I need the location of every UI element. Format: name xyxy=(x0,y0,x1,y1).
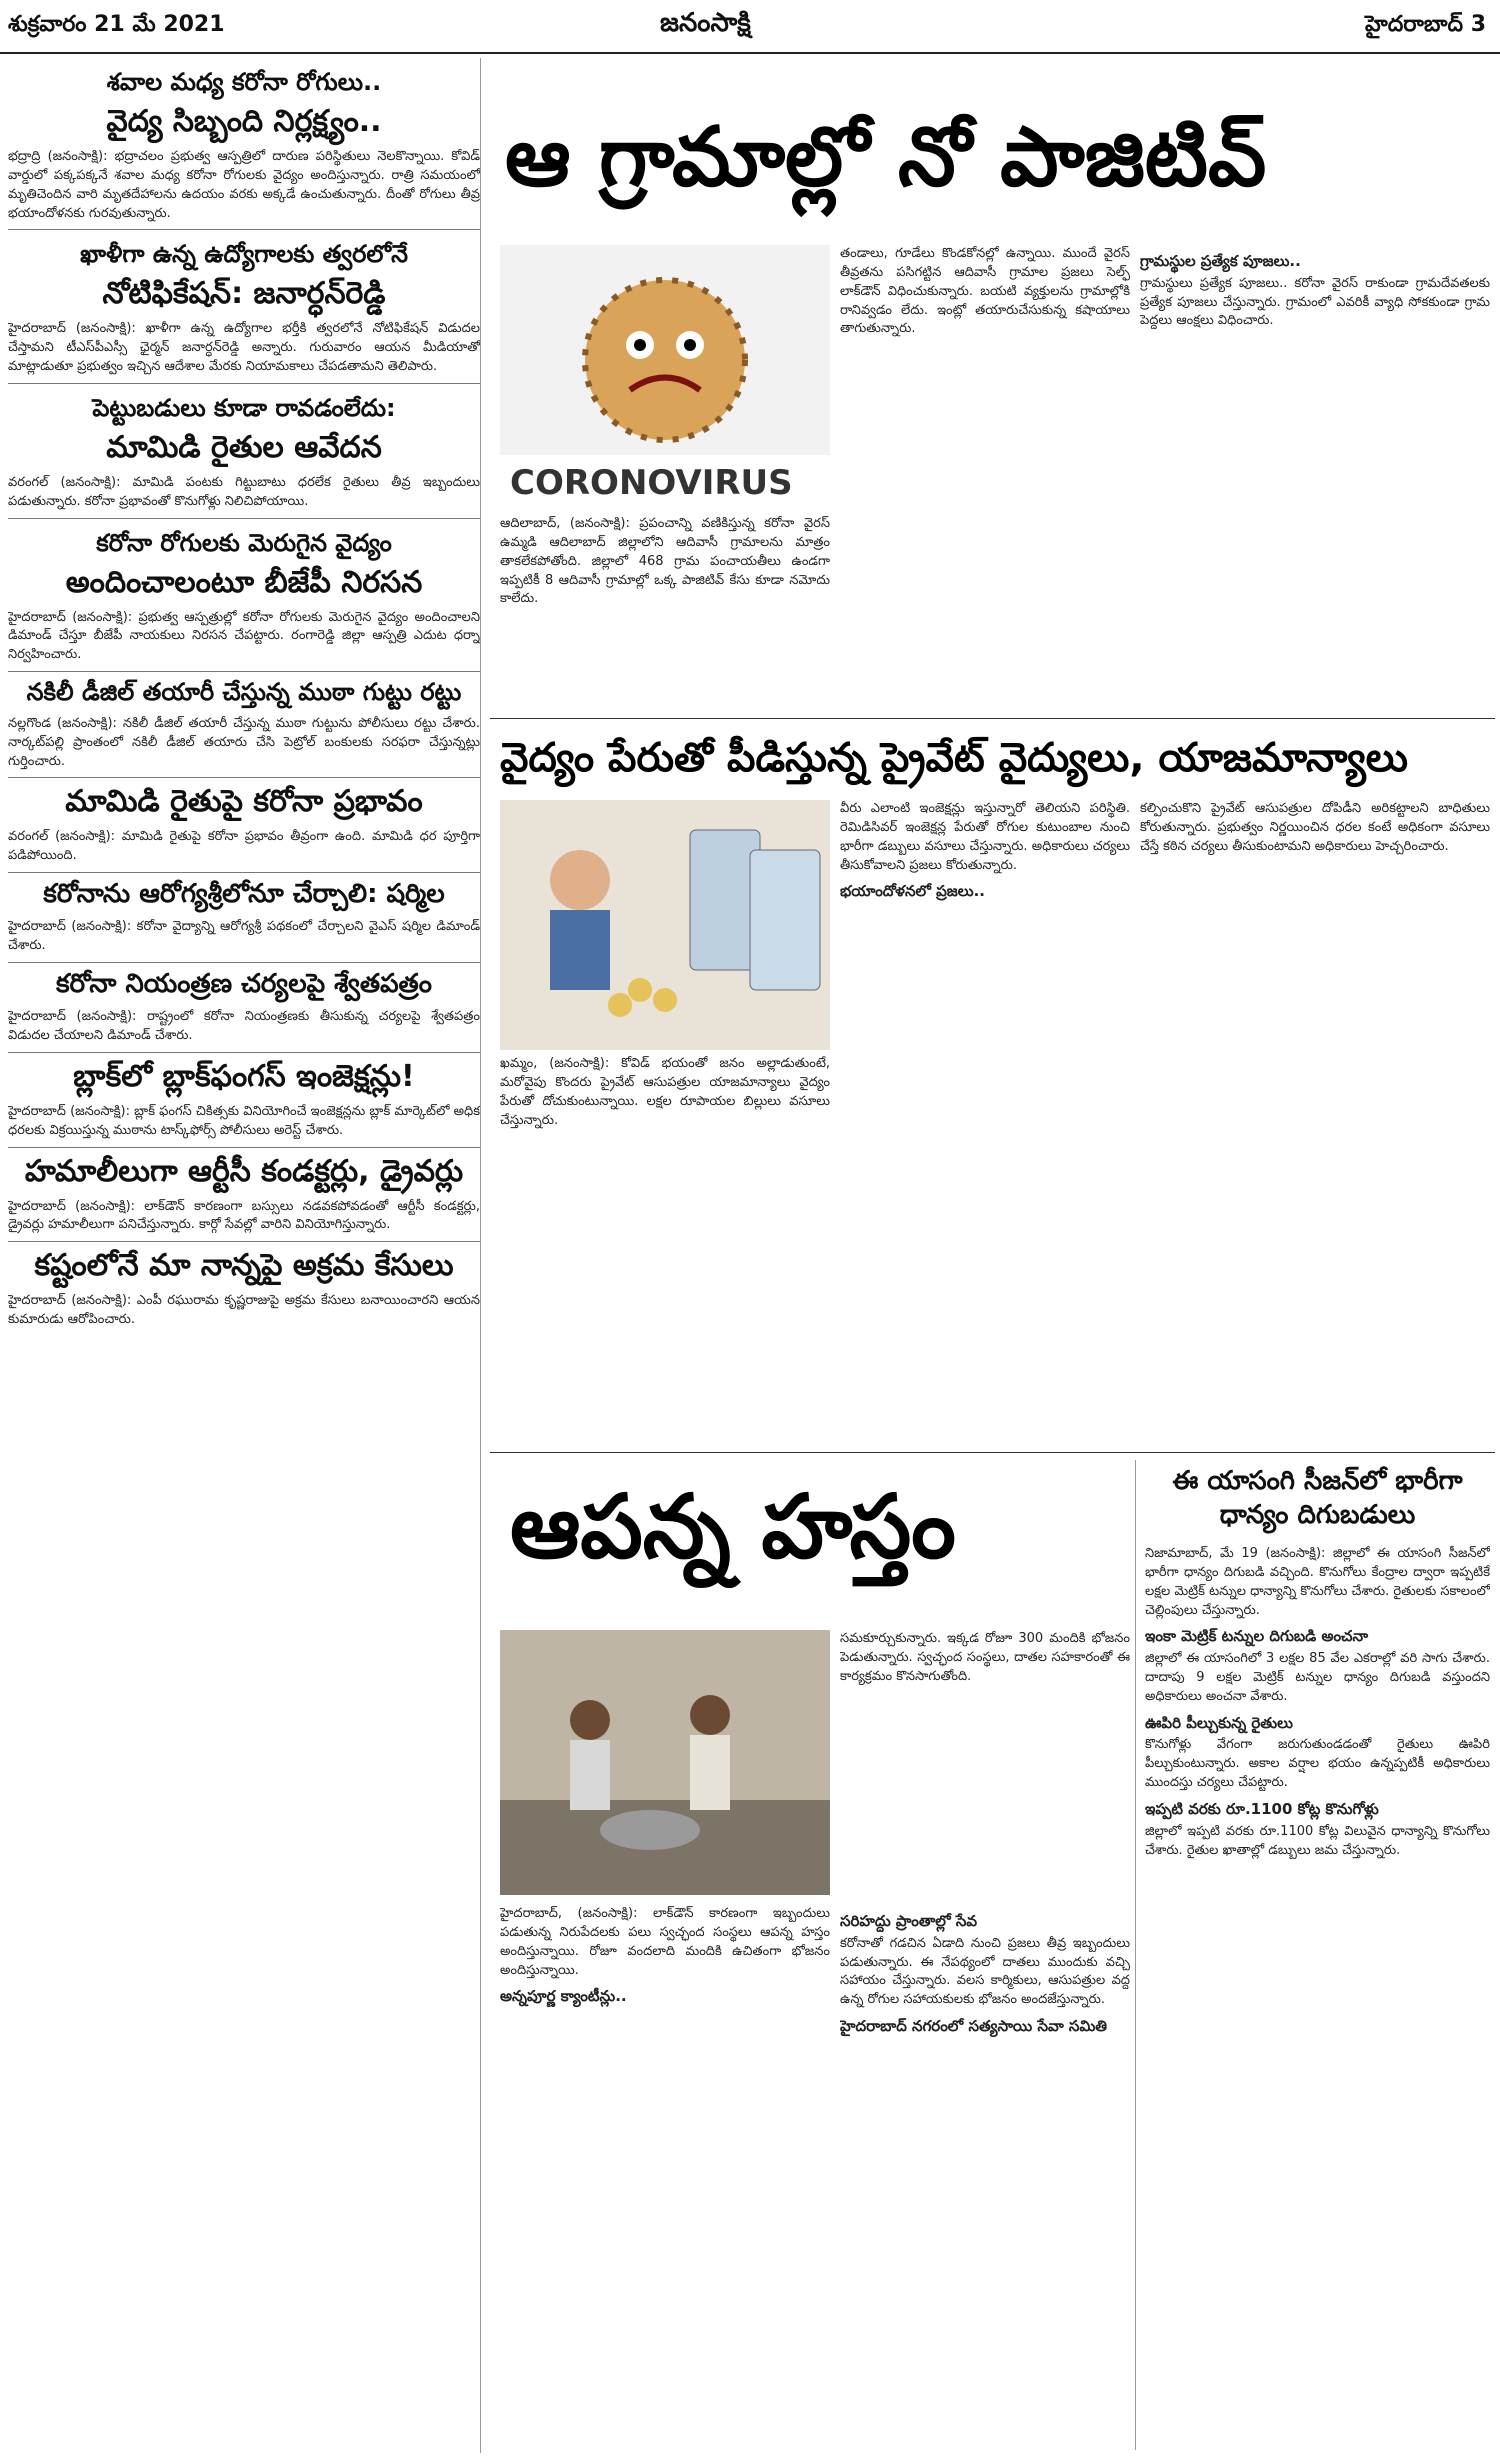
divider xyxy=(8,671,480,672)
subheading: సరిహద్దు ప్రాంతాల్లో సేవ xyxy=(840,1912,978,1930)
headline: అందించాలంటూ బీజేపీ నిరసన xyxy=(65,564,423,600)
coronavirus-label: CORONOVIRUS xyxy=(510,463,793,503)
article-body: హైదరాబాద్ (జనంసాక్షి): రాష్ట్రంలో కరోనా నియంత్రణకు తీసుకున్న చర్యలపై శ్వేతపత్రం విడుదల చేయాలని డిమాండ్ చేశారు. xyxy=(8,1009,480,1044)
story4-body: నిజామాబాద్, మే 19 (జనంసాక్షి): జిల్లాలో ఈ యాసంగి సీజన్‌లో భారీగా ధాన్యం దిగుబడి వచ్చింది. కొనుగోలు కేంద్రాల ద్వారా ఇప్పటికే లక్షల మెట్రిక్ టన్నుల ధాన్యాన్ని కొనుగోలు చేశారు. రైతులకు సకాలంలో చెల్లింపులు చేస్తున్నారు. ఇంకా మెట్రిక్ టన్నుల దిగుబడి అంచనా జిల్లాలో ఈ యాసంగిలో 3 లక్షల 85 వేల ఎకరాల్లో వరి సాగు చేశారు. దాదాపు 9 లక్షల మెట్రిక్ టన్నుల ధాన్యం దిగుబడి వస్తుందని అధికారులు అంచనా వేశారు. ఊపిరి పీల్చుకున్న రైతులు కొనుగోళ్లు వేగంగా జరుగుతుండడంతో రైతులు ఊపిరి పీల్చుకుంటున్నారు. అకాల వర్షాల భయం ఉన్నప్పటికీ అధికారులు ముందస్తు చర్యలు చేపట్టారు. ఇప్పటి వరకు రూ.1100 కోట్ల కొనుగోళ్లు జిల్లాలో ఇప్పటి వరకు రూ.1100 కోట్ల విలువైన ధాన్యాన్ని కొనుగోలు చేశారు. రైతుల ఖాతాల్లో డబ్బులు జమ చేస్తున్నారు. xyxy=(1145,1546,1490,1858)
divider xyxy=(8,229,480,230)
subheading: హైదరాబాద్ నగరంలో సత్యసాయి సేవా సమితి xyxy=(840,2017,1108,2036)
kicker: పెట్టుబడులు కూడా రావడంలేదు: xyxy=(92,393,396,422)
headline: నోటిఫికేషన్: జనార్ధన్‌రెడ్డి xyxy=(102,276,386,312)
story3-col3: సరిహద్దు ప్రాంతాల్లో సేవ కరోనాతో గడచిన ఏడాది నుంచి ప్రజలు తీవ్ర ఇబ్బందులు పడుతున్నారు. ఈ నేపథ్యంలో దాతలు ముందుకు వచ్చి సహాయం చేస్తున్నారు. వలస కార్మికులు, ఆసుపత్రుల వద్ద ఉన్న రోగుల సహాయకులకు భోజనం అందజేస్తున్నారు. హైదరాబాద్ నగరంలో సత్యసాయి సేవా సమితి xyxy=(840,1905,1130,2445)
article-body: హైదరాబాద్ (జనంసాక్షి): బ్లాక్ ఫంగస్ చికిత్సకు వినియోగించే ఇంజెక్షన్లను బ్లాక్ మార్కెట్‌లో అధిక ధరలకు విక్రయిస్తున్న ముఠాను టాస్క్‌ఫోర్స్ పోలీసులు అరెస్ట్ చేశారు. xyxy=(8,1103,480,1138)
left-news-column xyxy=(8,58,481,2453)
story1-headline: ఆ గ్రామాల్లో నో పాజిటివ్ xyxy=(505,110,1267,205)
cartoon-icon xyxy=(500,800,830,1050)
divider xyxy=(1135,1460,1136,2450)
divider xyxy=(490,718,1495,719)
article-body: హైదరాబాద్ (జనంసాక్షి): ప్రభుత్వ ఆస్పత్రుల్లో కరోనా రోగులకు మెరుగైన వైద్యం అందించాలని డిమాండ్ చేస్తూ బీజేపీ నాయకులు నిరసన చేపట్టారు. రంగారెడ్డి జిల్లా ఆస్పత్రి ఎదుట ధర్నా నిర్వహించారు. xyxy=(8,609,480,663)
article-body: హైదరాబాద్ (జనంసాక్షి): ఖాళీగా ఉన్న ఉద్యోగాల భర్తీకి త్వరలోనే నోటిఫికేషన్ విడుదల చేస్తామని టీఎస్‌పీఎస్సీ ఛైర్మన్ జనార్ధన్‌రెడ్డి అన్నారు. గురువారం ఆయన మీడియాతో మాట్లాడుతూ ప్రభుత్వం ఇచ్చిన ఆదేశాల మేరకు నియామకాలు చేపడతామని తెలిపారు. xyxy=(8,321,480,375)
article-body: భద్రాద్రి (జనంసాక్షి): భద్రాచలం ప్రభుత్వ ఆస్పత్రిలో దారుణ పరిస్థితులు నెలకొన్నాయి. కోవిడ్ వార్డులో పక్కపక్కనే శవాల మధ్య కరోనా రోగులకు వైద్యం అందిస్తున్నారు. రాత్రి సమయంలో మృతిచెందిన వారి మృతదేహాలను ఉదయం వరకు అక్కడే ఉంచుతున్నారు. దీంతో రోగులు తీవ్ర భయాందోళనకు గురవుతున్నారు. xyxy=(8,149,480,221)
headline: హమాలీలుగా ఆర్టీసీ కండక్టర్లు, డ్రైవర్లు xyxy=(24,1153,464,1189)
subheading: గ్రామస్థుల ప్రత్యేక పూజలు.. xyxy=(1140,252,1301,270)
headline: కష్టంలోనే మా నాన్నపై అక్రమ కేసులు xyxy=(34,1248,454,1284)
story2-col1: ఖమ్మం, (జనంసాక్షి): కోవిడ్ భయంతో జనం అల్లాడుతుంటే, మరోవైపు కొందరు ప్రైవేట్ ఆసుపత్రుల యాజమాన్యాలు వైద్యం పేరుతో దోచుకుంటున్నాయి. లక్షల రూపాయల బిల్లులు వసూలు చేస్తున్నారు. xyxy=(500,1056,830,1128)
article-body: వరంగల్ (జనంసాక్షి): మామిడి పంటకు గిట్టుబాటు ధరలేక రైతులు తీవ్ర ఇబ్బందులు పడుతున్నారు. కరోనా ప్రభావంతో కొనుగోళ్లు నిలిచిపోయాయి. xyxy=(8,474,480,509)
page-header xyxy=(0,0,1500,54)
article-body: హైదరాబాద్ (జనంసాక్షి): కరోనా వైద్యాన్ని ఆరోగ్యశ్రీ పథకంలో చేర్చాలని వైఎస్ షర్మిల డిమాండ్ చేశారు. xyxy=(8,919,480,954)
story1-col1: ఆదిలాబాద్, (జనంసాక్షి): ప్రపంచాన్ని వణికిస్తున్న కరోనా వైరస్ ఉమ్మడి ఆదిలాబాద్ జిల్లాలోని ఆదివాసీ గ్రామాలను మాత్రం తాకలేకపోతోంది. జిల్లాలో 468 గ్రామ పంచాయతీలు ఉండగా ఇప్పటికీ 8 ఆదివాసీ గ్రామాల్లో ఒక్క పాజిటివ్ కేసు కూడా నమోదు కాలేదు. xyxy=(500,516,830,607)
coronavirus-illustration xyxy=(500,245,830,510)
headline: కరోనా నియంత్రణ చర్యలపై శ్వేతపత్రం xyxy=(56,969,432,1000)
story3-headline: ఆపన్న హస్తం xyxy=(510,1475,956,1578)
subheading: ఇంకా మెట్రిక్ టన్నుల దిగుబడి అంచనా xyxy=(1145,1627,1369,1646)
edition-city: హైదరాబాద్ 3 xyxy=(1365,12,1486,37)
divider xyxy=(8,1052,480,1053)
issue-date: శుక్రవారం 21 మే 2021 xyxy=(8,12,225,37)
headline: మామిడి రైతుపై కరోనా ప్రభావం xyxy=(65,784,423,820)
story4-headline: ఈ యాసంగి సీజన్‌లో భారీగా ధాన్యం దిగుబడులు xyxy=(1172,1466,1463,1530)
kicker: ఖాళీగా ఉన్న ఉద్యోగాలకు త్వరలోనే xyxy=(80,240,408,269)
divider xyxy=(8,383,480,384)
masthead: జనంసాక్షి xyxy=(660,8,751,38)
headline: మామిడి రైతుల ఆవేదన xyxy=(106,429,382,465)
headline: నకిలీ డీజిల్ తయారీ చేస్తున్న ముఠా గుట్టు రట్టు xyxy=(26,678,462,707)
article-body: వరంగల్ (జనంసాక్షి): మామిడి రైతుపై కరోనా ప్రభావం తీవ్రంగా ఉంది. మామిడి ధర పూర్తిగా పడిపోయింది. xyxy=(8,829,480,864)
article-body: హైదరాబాద్ (జనంసాక్షి): లాక్‌డౌన్ కారణంగా బస్సులు నడవకపోవడంతో ఆర్టీసీ కండక్టర్లు, డ్రైవర్లు హమాలీలుగా పనిచేస్తున్నారు. కార్గో సేవల్లో వారిని వినియోగిస్తున్నారు. xyxy=(8,1198,480,1233)
divider xyxy=(8,777,480,778)
article-body: హైదరాబాద్ (జనంసాక్షి): ఎంపీ రఘురామ కృష్ణరాజుపై అక్రమ కేసులు బనాయించారని ఆయన కుమారుడు ఆరోపించారు. xyxy=(8,1293,480,1328)
story2-col3: కల్పించుకొని ప్రైవేట్ ఆసుపత్రుల దోపిడీని అరికట్టాలని బాధితులు కోరుతున్నారు. ప్రభుత్వం నిర్ణయించిన ధరల కంటే అధికంగా వసూలు చేస్తే కఠిన చర్యలు తీసుకుంటామని అధికారులు హెచ్చరించారు. xyxy=(1140,801,1490,854)
story2-col2: వీరు ఎలాంటి ఇంజెక్షన్లు ఇస్తున్నారో తెలియని పరిస్థితి. రెమిడిసివర్ ఇంజెక్షన్ల పేరుతో రోగుల కుటుంబాల నుంచి భారీగా డబ్బులు వసూలు చేస్తున్నారు. అధికారులు చర్యలు తీసుకోవాలని ప్రజలు కోరుతున్నారు. భయాందోళనలో ప్రజలు.. xyxy=(840,800,1130,1445)
subheading: ఊపిరి పీల్చుకున్న రైతులు xyxy=(1145,1713,1293,1732)
kicker: కరోనా రోగులకు మెరుగైన వైద్యం xyxy=(96,528,392,557)
divider xyxy=(8,1147,480,1148)
divider xyxy=(8,872,480,873)
headline: వైద్య సిబ్బంది నిర్లక్ష్యం.. xyxy=(106,104,382,139)
food-distribution-photo xyxy=(500,1630,830,1895)
headline: కరోనాను ఆరోగ్యశ్రీలోనూ చేర్చాలి: షర్మిల xyxy=(43,879,445,910)
story2-headline: వైద్యం పేరుతో పీడిస్తున్న ప్రైవేట్ వైద్యులు, యాజమాన్యాలు xyxy=(500,735,1408,781)
story3-col1: సమకూర్చుకున్నారు. ఇక్కడ రోజూ 300 మందికి భోజనం పెడుతున్నారు. స్వచ్ఛంద సంస్థలు, దాతల సహకారంతో ఈ కార్యక్రమం కొనసాగుతోంది. xyxy=(840,1631,1130,1684)
subheading: ఇప్పటి వరకు రూ.1100 కోట్ల కొనుగోళ్లు xyxy=(1145,1799,1379,1818)
story1-col3: గ్రామస్థుల ప్రత్యేక పూజలు.. గ్రామస్థులు ప్రత్యేక పూజలు.. కరోనా వైరస్ రాకుండా గ్రామదేవతలకు ప్రత్యేక పూజలు చేస్తున్నారు. గ్రామంలో ఎవరికీ వ్యాధి సోకకుండా గ్రామ పెద్దలు ఆంక్షలు విధించారు. xyxy=(1140,252,1490,329)
divider xyxy=(8,962,480,963)
article-body: నల్లగొండ (జనంసాక్షి): నకిలీ డీజిల్ తయారీ చేస్తున్న ముఠా గుట్టును పోలీసులు రట్టు చేశారు. నార్కట్‌పల్లి ప్రాంతంలో నకిలీ డీజిల్ తయారు చేసి పెట్రోల్ బంకులకు సరఫరా చేస్తున్నట్లు గుర్తించారు. xyxy=(8,715,480,769)
headline: బ్లాక్‌లో బ్లాక్‌ఫంగస్ ఇంజెక్షన్లు! xyxy=(73,1058,415,1094)
kicker: శవాల మధ్య కరోనా రోగులు.. xyxy=(106,68,382,96)
divider xyxy=(490,1452,1495,1453)
private-hospital-illustration xyxy=(500,800,830,1050)
story1-col2: తండాలు, గూడేలు కొండకోనల్లో ఉన్నాయి. ముందే వైరస్ తీవ్రతను పసిగట్టిన ఆదివాసీ గ్రామాల ప్రజలు సెల్ఫ్ లాక్‌డౌన్ విధించుకున్నారు. బయటి వ్యక్తులను గ్రామాల్లోకి రానివ్వడం లేదు. ఇంట్లో తయారుచేసుకున్న కషాయాలు తాగుతున్నారు. xyxy=(840,246,1130,337)
photo-icon xyxy=(500,1630,830,1895)
subheading: భయాందోళనలో ప్రజలు.. xyxy=(840,882,985,901)
story3-col2: హైదరాబాద్, (జనంసాక్షి): లాక్‌డౌన్ కారణంగా ఇబ్బందులు పడుతున్న నిరుపేదలకు పలు స్వచ్ఛంద సంస్థలు ఆపన్న హస్తం అందిస్తున్నాయి. రోజూ వందలాది మందికి ఉచితంగా భోజనం అందిస్తున్నాయి. అన్నపూర్ణ క్యాంటీన్లు.. xyxy=(500,1905,830,2445)
subheading: అన్నపూర్ణ క్యాంటీన్లు.. xyxy=(500,1987,627,2006)
divider xyxy=(8,1241,480,1242)
divider xyxy=(8,518,480,519)
